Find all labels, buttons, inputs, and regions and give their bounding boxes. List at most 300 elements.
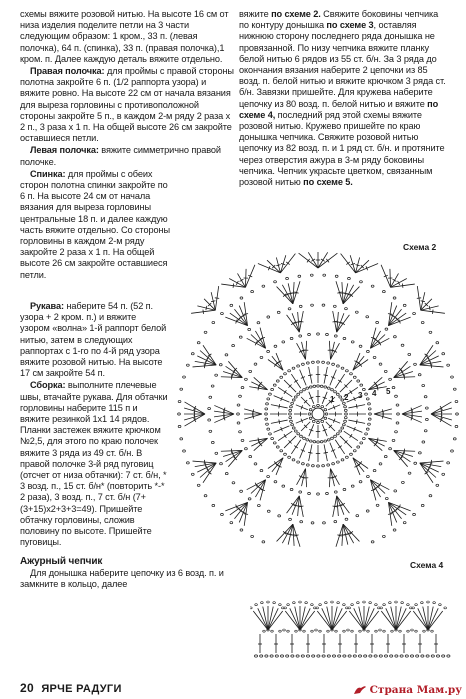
chain-stitch-symbol xyxy=(342,402,345,404)
stitch-bar-symbol xyxy=(284,390,286,394)
chain-stitch-symbol xyxy=(353,450,356,452)
chain-stitch-symbol xyxy=(208,407,211,409)
page-number: 20 xyxy=(20,681,34,695)
chain-stitch-symbol xyxy=(350,373,353,375)
chain-stitch-symbol xyxy=(447,364,450,366)
chain-stitch-symbol xyxy=(360,384,363,386)
intro-paragraph: схемы вяжите розовой нитью. На высоте 16 см от низа изделия поделите петли на 3 части следующим образом: 1 кром., 33 п. (левая полочка), 64 п. (спинка), 33 п. (правая полочка),1 кром. п. Далее каждую деталь вяжите отдельно. xyxy=(20,9,229,64)
chain-stitch-symbol xyxy=(301,655,304,657)
chain-stitch-symbol xyxy=(274,345,277,347)
stitch-bar-symbol xyxy=(321,259,325,261)
chain-stitch-symbol xyxy=(290,420,293,422)
chain-stitch-symbol xyxy=(289,518,292,520)
stitch-bar-symbol xyxy=(356,420,357,424)
chain-stitch-symbol xyxy=(322,361,325,363)
bonnet-continued-paragraph xyxy=(239,9,447,188)
chain-stitch-symbol xyxy=(286,655,289,657)
chain-stitch-symbol xyxy=(297,365,300,367)
chain-stitch-symbol xyxy=(393,529,396,531)
stitch-bar-symbol xyxy=(356,404,357,408)
chain-stitch-symbol xyxy=(191,473,194,475)
chain-stitch-symbol xyxy=(364,655,367,657)
chain-stitch-symbol xyxy=(191,353,194,355)
chain-stitch-symbol xyxy=(241,439,244,441)
chain-stitch-symbol xyxy=(422,384,425,386)
chain-stitch-symbol xyxy=(422,441,425,443)
chain-stitch-symbol xyxy=(339,396,342,398)
chain-stitch-symbol xyxy=(359,345,362,347)
stitch-bar-symbol xyxy=(417,298,421,299)
chain-stitch-symbol xyxy=(208,419,211,421)
chain-stitch-symbol xyxy=(327,362,330,364)
chain-stitch-symbol xyxy=(317,655,320,657)
chain-stitch-symbol xyxy=(393,336,396,338)
chain-stitch-symbol xyxy=(357,380,360,382)
chain-stitch-symbol xyxy=(347,629,350,631)
chain-stitch-symbol xyxy=(178,400,181,402)
chain-stitch-symbol xyxy=(338,655,341,657)
chain-stitch-symbol xyxy=(303,630,306,632)
chain-stitch-symbol xyxy=(197,484,200,486)
chain-stitch-symbol xyxy=(290,406,293,408)
chain-stitch-symbol xyxy=(299,491,302,493)
picot-symbol xyxy=(407,604,410,606)
chain-stitch-symbol xyxy=(306,362,309,364)
chain-stitch-symbol xyxy=(287,630,290,632)
picot-symbol xyxy=(401,602,404,604)
stitch-bar-symbol xyxy=(355,265,359,266)
chain-stitch-symbol xyxy=(453,388,456,390)
stitch-bar-symbol xyxy=(396,318,399,322)
chain-stitch-symbol xyxy=(271,437,274,439)
chain-stitch-symbol xyxy=(334,435,337,437)
chain-stitch-symbol xyxy=(232,345,235,347)
chain-stitch-symbol xyxy=(288,456,291,458)
chain-stitch-symbol xyxy=(286,277,289,279)
chain-stitch-symbol xyxy=(225,354,228,356)
row-number-label: 5 xyxy=(386,387,391,396)
chain-stitch-symbol xyxy=(263,630,266,632)
chain-stitch-symbol xyxy=(442,655,445,657)
chain-stitch-symbol xyxy=(423,630,426,632)
chain-stitch-symbol xyxy=(308,413,311,415)
chain-stitch-symbol xyxy=(335,630,338,632)
chain-stitch-symbol xyxy=(276,446,279,448)
chain-stitch-symbol xyxy=(332,463,335,465)
chain-stitch-symbol xyxy=(269,433,272,435)
stitch-bar-symbol xyxy=(429,306,430,310)
chain-stitch-symbol xyxy=(410,655,413,657)
chain-stitch-symbol xyxy=(425,407,428,409)
chain-stitch-symbol xyxy=(334,335,337,337)
chain-stitch-symbol xyxy=(385,328,388,330)
chain-stitch-symbol xyxy=(374,655,377,657)
chain-stitch-symbol xyxy=(355,311,358,313)
chain-stitch-symbol xyxy=(239,395,242,397)
scheme4-chart xyxy=(250,560,455,675)
chain-stitch-symbol xyxy=(447,655,450,657)
chain-stitch-symbol xyxy=(180,388,183,390)
chain-stitch-symbol xyxy=(392,386,395,388)
stitch-bar-symbol xyxy=(402,283,403,287)
chain-stitch-symbol xyxy=(294,430,297,432)
chain-stitch-symbol xyxy=(360,442,363,444)
scheme4-ref: по схеме 4, xyxy=(239,98,439,120)
stitch-bar-symbol xyxy=(233,283,234,287)
chain-stitch-symbol xyxy=(327,464,330,466)
chain-stitch-symbol xyxy=(379,463,382,465)
stitch-bar-symbol xyxy=(276,265,280,266)
chain-stitch-symbol xyxy=(384,370,387,372)
picot-symbol xyxy=(279,604,282,606)
chain-stitch-symbol xyxy=(212,504,215,506)
picot-symbol xyxy=(273,602,276,604)
text-run: Свяжите боковины чепчика по контуру донышка xyxy=(239,9,439,31)
chain-stitch-symbol xyxy=(289,417,292,419)
stitch-bar-symbol xyxy=(279,420,280,424)
chain-stitch-symbol xyxy=(282,341,285,343)
chain-stitch-symbol xyxy=(324,417,327,419)
chain-stitch-symbol xyxy=(317,404,320,406)
chain-stitch-symbol xyxy=(421,321,424,323)
chain-stitch-symbol xyxy=(265,413,268,415)
chain-stitch-symbol xyxy=(186,364,189,366)
chain-stitch-symbol xyxy=(336,365,339,367)
chain-stitch-symbol xyxy=(280,655,283,657)
chain-stitch-symbol xyxy=(308,333,311,335)
chain-stitch-symbol xyxy=(334,521,337,523)
chain-stitch-symbol xyxy=(396,422,399,424)
chain-stitch-symbol xyxy=(455,400,458,402)
chain-stitch-symbol xyxy=(345,308,348,310)
chain-stitch-symbol xyxy=(297,433,300,435)
chain-stitch-symbol xyxy=(178,425,181,427)
back-title: Спинка: xyxy=(30,168,66,179)
chain-stitch-symbol xyxy=(389,448,392,450)
chain-stitch-symbol xyxy=(257,504,260,506)
chain-stitch-symbol xyxy=(317,333,320,335)
chain-stitch-symbol xyxy=(273,442,276,444)
chain-stitch-symbol xyxy=(309,386,312,388)
chain-stitch-symbol xyxy=(390,655,393,657)
picot-symbol xyxy=(331,601,334,603)
chain-stitch-symbol xyxy=(369,413,372,415)
chain-stitch-symbol xyxy=(403,522,406,524)
chain-stitch-symbol xyxy=(344,417,347,419)
stitch-bar-symbol xyxy=(430,361,431,365)
chain-stitch-symbol xyxy=(360,281,363,283)
sleeve-text: наберите 54 п. (52 п. узора + 2 кром. п.) и вяжите узором «волна» 1-й раппорт белой нитью, затем в следующих раппортах с 1-го по 4-й ряд узора вяжите розовой нитью. На высоте 17 см закройте 54 п. xyxy=(20,301,167,379)
stitch-bar-symbol xyxy=(237,507,240,511)
chain-stitch-symbol xyxy=(368,403,371,405)
left-front-title: Левая полочка: xyxy=(30,145,99,156)
chain-stitch-symbol xyxy=(336,461,339,463)
assembly-text: выполните плечевые швы, втачайте рукава. Для обтачки горловины наберите 115 п и вяжите резинкой 1х1 14 рядов. Планки застежек вяжите крючком №2,5, для этого по краю полочек вяжите 3 ряда из 49 ст. б/н. В правой полочке 3-й ряд пуговиц (отсчет от низа обтачки): 7 ст. б/н, * 3 возд. п., 15 ст. б/н* (повторить *-* 2 раза), 3 возд. п., 7 ст. б/н (7+(3+15)х2+3+3=49). Пришейте обтачку горловины, сложив половину по высоте. Пришейте пуговицы. xyxy=(20,380,168,548)
chain-stitch-symbol xyxy=(341,367,344,369)
chain-stitch-symbol xyxy=(442,353,445,355)
chain-stitch-symbol xyxy=(424,430,427,432)
chain-stitch-symbol xyxy=(248,328,251,330)
stitch-bar-symbol xyxy=(388,314,392,315)
chain-stitch-symbol xyxy=(299,335,302,337)
chain-stitch-symbol xyxy=(211,385,214,387)
chain-stitch-symbol xyxy=(320,441,323,443)
chain-stitch-symbol xyxy=(331,437,334,439)
chain-stitch-symbol xyxy=(343,655,346,657)
chain-stitch-symbol xyxy=(303,389,306,391)
chain-stitch-symbol xyxy=(240,490,243,492)
chain-stitch-symbol xyxy=(407,630,410,632)
chain-stitch-symbol xyxy=(351,485,354,487)
chain-stitch-symbol xyxy=(421,504,424,506)
chain-stitch-symbol xyxy=(359,481,362,483)
stitch-bar-symbol xyxy=(371,489,375,490)
picot-symbol xyxy=(395,601,398,603)
chain-stitch-symbol xyxy=(306,655,309,657)
chain-stitch-symbol xyxy=(414,363,417,365)
chain-stitch-symbol xyxy=(369,655,372,657)
picot-symbol xyxy=(433,602,436,604)
chain-stitch-symbol xyxy=(357,446,360,448)
chain-stitch-symbol xyxy=(327,387,330,389)
chain-stitch-symbol xyxy=(366,316,369,318)
chain-stitch-symbol xyxy=(334,391,337,393)
chain-stitch-symbol xyxy=(367,630,370,632)
chain-stitch-symbol xyxy=(245,448,248,450)
chain-stitch-symbol xyxy=(389,378,392,380)
chain-stitch-symbol xyxy=(204,331,207,333)
chain-stitch-symbol xyxy=(321,420,324,422)
stitch-bar-symbol xyxy=(425,354,429,356)
chain-stitch-symbol xyxy=(220,463,223,465)
chain-stitch-symbol xyxy=(395,395,398,397)
chain-stitch-symbol xyxy=(291,424,294,426)
page-footer xyxy=(20,681,122,695)
chain-stitch-symbol xyxy=(323,274,326,276)
chain-stitch-symbol xyxy=(292,459,295,461)
chain-stitch-symbol xyxy=(267,428,270,430)
chain-stitch-symbol xyxy=(291,655,294,657)
chain-stitch-symbol xyxy=(345,413,348,415)
row-number-label: 3 xyxy=(358,391,363,400)
chain-stitch-symbol xyxy=(391,630,394,632)
chain-stitch-symbol xyxy=(376,321,379,323)
chain-stitch-symbol xyxy=(416,655,419,657)
picot-symbol xyxy=(357,602,360,604)
chain-stitch-symbol xyxy=(289,413,292,415)
chain-stitch-symbol xyxy=(317,493,320,495)
chain-stitch-symbol xyxy=(376,504,379,506)
chain-stitch-symbol xyxy=(312,420,315,422)
chain-stitch-symbol xyxy=(413,513,416,515)
picot-symbol xyxy=(343,604,346,606)
chain-stitch-symbol xyxy=(436,342,439,344)
chain-stitch-symbol xyxy=(366,350,369,352)
stitch-bar-symbol xyxy=(279,404,280,408)
chain-stitch-symbol xyxy=(249,370,252,372)
chain-stitch-symbol xyxy=(311,630,314,632)
chain-stitch-symbol xyxy=(265,655,268,657)
picot-symbol xyxy=(299,601,302,603)
picot-symbol xyxy=(375,604,378,606)
stitch-bar-symbol xyxy=(388,514,392,515)
chain-stitch-symbol xyxy=(319,630,322,632)
chain-stitch-symbol xyxy=(341,427,344,429)
row-number-label: 4 xyxy=(372,389,377,398)
chain-stitch-symbol xyxy=(311,522,314,524)
chain-stitch-symbol xyxy=(348,277,351,279)
picot-symbol xyxy=(287,604,290,606)
chain-stitch-symbol xyxy=(284,453,287,455)
chain-stitch-symbol xyxy=(353,376,356,378)
chain-stitch-symbol xyxy=(366,475,369,477)
chain-stitch-symbol xyxy=(204,495,207,497)
chain-stitch-symbol xyxy=(394,490,397,492)
chain-stitch-symbol xyxy=(300,521,303,523)
chain-stitch-symbol xyxy=(197,342,200,344)
chain-stitch-symbol xyxy=(313,441,316,443)
chain-stitch-symbol xyxy=(321,406,324,408)
chain-stitch-symbol xyxy=(436,655,439,657)
stitch-bar-symbol xyxy=(338,446,342,448)
chain-stitch-symbol xyxy=(451,376,454,378)
chain-stitch-symbol xyxy=(306,439,309,441)
chain-stitch-symbol xyxy=(254,363,257,365)
chain-stitch-symbol xyxy=(240,297,243,299)
chain-stitch-symbol xyxy=(254,655,257,657)
chain-stitch-symbol xyxy=(382,535,385,537)
stitch-bar-symbol xyxy=(324,452,328,453)
chain-stitch-symbol xyxy=(262,541,265,543)
stork-logo-icon xyxy=(353,684,367,696)
stitch-bar-symbol xyxy=(338,380,342,382)
chain-stitch-symbol xyxy=(373,356,376,358)
chain-stitch-symbol xyxy=(299,305,302,307)
picot-symbol xyxy=(444,607,447,609)
chain-stitch-symbol xyxy=(456,413,459,415)
chain-stitch-symbol xyxy=(366,510,369,512)
picot-symbol xyxy=(351,604,354,606)
chain-stitch-symbol xyxy=(260,356,263,358)
chain-stitch-symbol xyxy=(362,437,365,439)
chain-stitch-symbol xyxy=(317,421,320,423)
stitch-bar-symbol xyxy=(244,514,248,515)
chain-stitch-symbol xyxy=(342,424,345,426)
chain-stitch-symbol xyxy=(260,655,263,657)
chain-stitch-symbol xyxy=(455,425,458,427)
chain-stitch-symbol xyxy=(451,450,454,452)
chain-stitch-symbol xyxy=(280,376,283,378)
chain-stitch-symbol xyxy=(274,481,277,483)
stitch-bar-symbol xyxy=(377,386,378,390)
scheme5-ref: по схеме 5. xyxy=(303,177,353,188)
chain-stitch-symbol xyxy=(345,370,348,372)
chain-stitch-symbol xyxy=(418,452,421,454)
chain-stitch-symbol xyxy=(278,515,281,517)
chain-stitch-symbol xyxy=(408,472,411,474)
picot-symbol xyxy=(250,607,252,609)
chain-stitch-symbol xyxy=(401,481,404,483)
chain-stitch-symbol xyxy=(240,529,243,531)
chain-stitch-symbol xyxy=(315,629,318,631)
chain-stitch-symbol xyxy=(365,393,368,395)
picot-symbol xyxy=(261,602,264,604)
stitch-bar-symbol xyxy=(205,463,206,467)
chain-stitch-symbol xyxy=(284,373,287,375)
chain-stitch-symbol xyxy=(309,417,312,419)
chain-stitch-symbol xyxy=(292,427,295,429)
chain-stitch-symbol xyxy=(308,492,311,494)
stitch-bar-symbol xyxy=(203,310,204,314)
chain-stitch-symbol xyxy=(230,304,233,306)
chain-stitch-symbol xyxy=(317,385,320,387)
chain-stitch-symbol xyxy=(424,396,427,398)
chain-stitch-symbol xyxy=(215,374,218,376)
stitch-bar-symbol xyxy=(326,259,329,262)
chain-stitch-symbol xyxy=(395,655,398,657)
chain-stitch-symbol xyxy=(230,522,233,524)
scheme4-label: Схема 4 xyxy=(410,560,444,570)
chain-stitch-symbol xyxy=(292,399,295,401)
chain-stitch-symbol xyxy=(395,431,398,433)
chain-stitch-symbol xyxy=(344,420,347,422)
chain-stitch-symbol xyxy=(274,281,277,283)
chain-stitch-symbol xyxy=(280,450,283,452)
chain-stitch-symbol xyxy=(215,452,218,454)
chain-stitch-symbol xyxy=(249,455,252,457)
chain-stitch-symbol xyxy=(271,388,274,390)
chain-stitch-symbol xyxy=(368,423,371,425)
text-run: вяжите xyxy=(239,9,272,19)
picot-symbol xyxy=(427,601,430,603)
chain-stitch-symbol xyxy=(396,404,399,406)
chain-stitch-symbol xyxy=(384,455,387,457)
chain-stitch-symbol xyxy=(373,469,376,471)
chain-stitch-symbol xyxy=(371,285,374,287)
chain-stitch-symbol xyxy=(275,655,278,657)
scheme2-ref: по схеме 2. xyxy=(271,9,321,19)
chain-stitch-symbol xyxy=(379,629,382,631)
sleeve-paragraph xyxy=(20,301,168,379)
chain-stitch-symbol xyxy=(322,465,325,467)
stitch-bar-symbol xyxy=(433,310,434,314)
stitch-bar-symbol xyxy=(294,446,298,448)
back-paragraph xyxy=(20,169,170,281)
chain-stitch-symbol xyxy=(178,413,181,415)
chain-stitch-symbol xyxy=(225,472,228,474)
chain-stitch-symbol xyxy=(426,655,429,657)
chain-stitch-symbol xyxy=(302,363,305,365)
chain-stitch-symbol xyxy=(344,406,347,408)
chain-stitch-symbol xyxy=(392,439,395,441)
chain-stitch-symbol xyxy=(254,463,257,465)
chain-stitch-symbol xyxy=(371,541,374,543)
picot-symbol xyxy=(311,604,314,606)
chain-stitch-symbol xyxy=(245,378,248,380)
scheme2-diagram xyxy=(170,236,466,564)
picot-symbol xyxy=(255,604,258,606)
chain-stitch-symbol xyxy=(336,393,339,395)
right-front-title: Правая полочка: xyxy=(30,66,105,77)
chain-stitch-symbol xyxy=(279,630,282,632)
chain-stitch-symbol xyxy=(312,465,315,467)
chain-stitch-symbol xyxy=(384,655,387,657)
bonnet-text: Для донышка наберите цепочку из 6 возд. п. и замкните в кольцо, далее xyxy=(20,568,224,590)
chain-stitch-symbol xyxy=(300,391,303,393)
chain-stitch-symbol xyxy=(401,344,404,346)
row-number-label: 1 xyxy=(330,395,335,404)
chain-stitch-symbol xyxy=(334,491,337,493)
